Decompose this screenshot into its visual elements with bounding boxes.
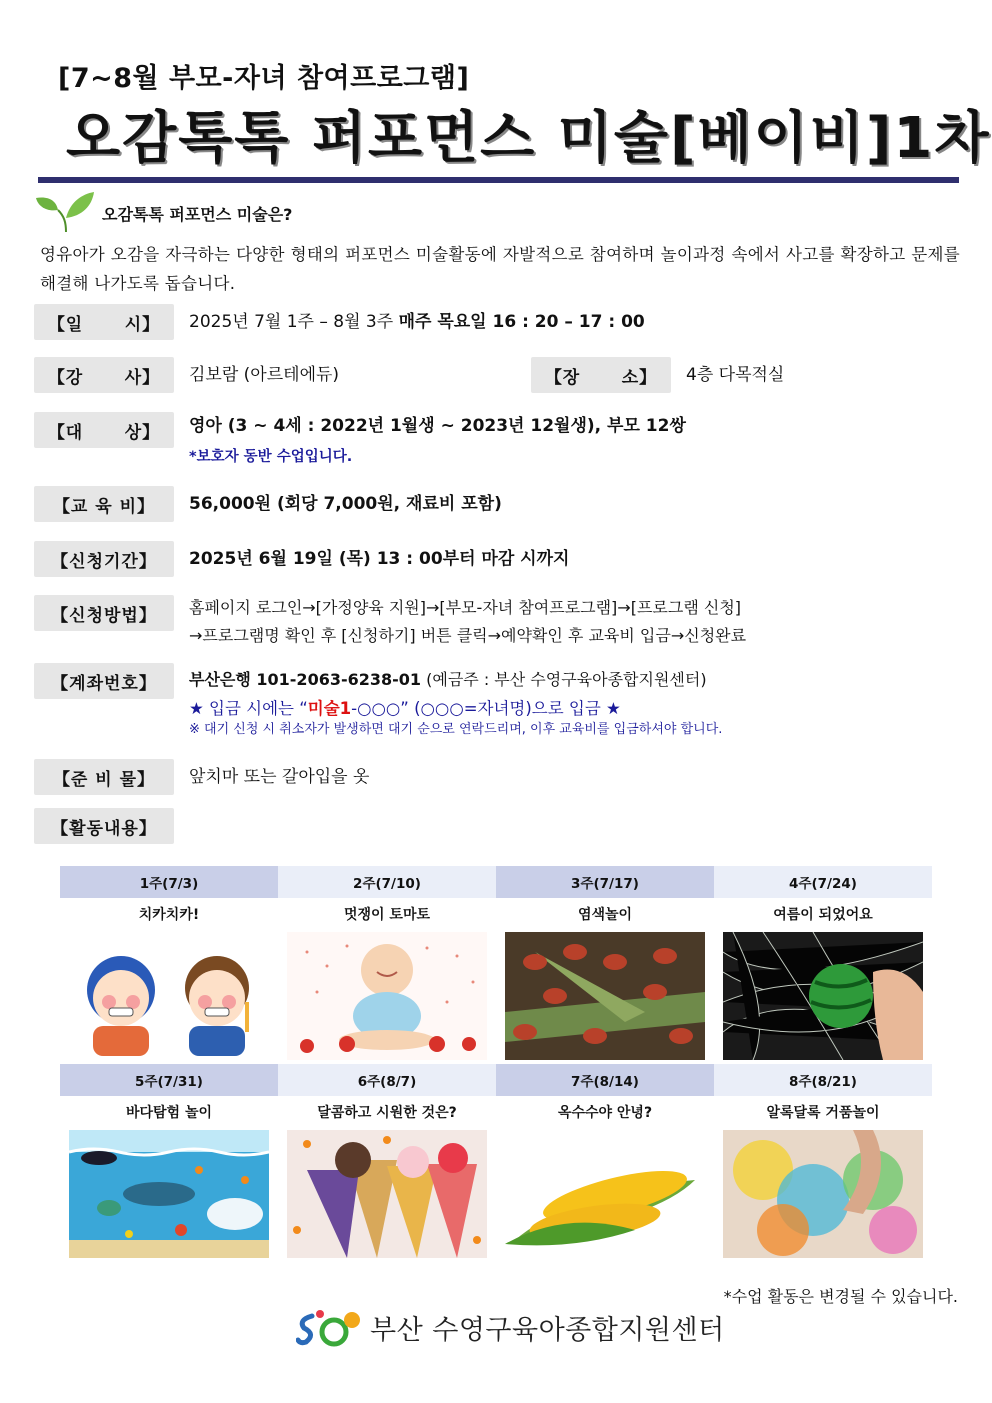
bank-account: 부산은행 101-2063-6238-01: [189, 670, 422, 689]
week-header: 6주(8/7): [278, 1064, 496, 1096]
change-notice: *수업 활동은 변경될 수 있습니다.: [723, 1287, 958, 1306]
ice-cream-cones-image: [287, 1130, 487, 1258]
week-header: 1주(7/3): [60, 866, 278, 898]
program-category: [7~8월 부모-자녀 참여프로그램]: [58, 63, 470, 94]
place-value: 4층 다목적실: [686, 365, 785, 385]
deposit-number: 1: [339, 699, 352, 718]
activity-title: 바다탐험 놀이: [125, 1105, 213, 1121]
date-range: 2025년 7월 1주 – 8월 3주: [189, 312, 399, 332]
sprout-icon: [36, 192, 94, 234]
label-account: 【계좌번호】: [34, 663, 174, 699]
activity-grid-row2: [60, 1064, 932, 1260]
label-activities: 【활동내용】: [34, 808, 174, 844]
method-line2: →프로그램명 확인 후 [신청하기] 버튼 클릭→예약확인 후 교육비 입금→신청완료: [189, 626, 747, 645]
method-line1: 홈페이지 로그인→[가정양육 지원]→[부모-자녀 참여프로그램]→[프로그램 신청]: [189, 598, 742, 617]
footer-org-name: 부산 수영구육아종합지원센터: [370, 1314, 725, 1346]
week-header: 5주(7/31): [60, 1064, 278, 1096]
account-value: [189, 666, 707, 694]
label-place: 【장 소】: [531, 357, 671, 393]
label-prep: 【준 비 물】: [34, 759, 174, 795]
label-fee: 【교 육 비】: [34, 486, 174, 522]
week-header: 8주(8/21): [714, 1064, 932, 1096]
week-header: 7주(8/14): [496, 1064, 714, 1096]
red-seed-pods-image: [505, 932, 705, 1060]
children-brushing-teeth-image: [69, 932, 269, 1060]
activity-title: 염색놀이: [577, 907, 633, 923]
label-teacher: 【강 사】: [34, 357, 174, 393]
activity-grid-row1: [60, 866, 932, 1062]
activity-image: [60, 930, 278, 1062]
label-target: 【대 상】: [34, 412, 174, 448]
activity-title: 알록달록 거품놀이: [766, 1105, 880, 1121]
activity-image: [278, 1128, 496, 1260]
corn-cobs-image: [505, 1130, 705, 1258]
activity-title: 멋쟁이 토마토: [343, 907, 431, 923]
waitlist-note: ※ 대기 신청 시 취소자가 발생하면 대기 순으로 연락드리며, 이후 교육비를 입금하셔야 합니다.: [189, 722, 723, 737]
week-header: 2주(7/10): [278, 866, 496, 898]
label-date: 【일 시】: [34, 304, 174, 340]
intro-heading: 오감톡톡 퍼포먼스 미술은?: [102, 204, 293, 224]
center-logo-icon: [296, 1306, 364, 1348]
page-title: 오감톡톡 퍼포먼스 미술[베이비]1차: [66, 106, 991, 171]
activity-image: [60, 1128, 278, 1260]
intro-heading-row: [36, 192, 292, 234]
baby-with-tomatoes-image: [287, 932, 487, 1060]
watermelon-ball-in-strands-image: [723, 932, 923, 1060]
target-value: 영아 (3 ~ 4세 : 2022년 1월생 ~ 2023년 12월생), 부모 12쌍: [189, 416, 686, 436]
title-divider: [38, 177, 959, 183]
activity-title: 치카치카!: [138, 907, 200, 923]
fee-value: 56,000원 (회당 7,000원, 재료비 포함): [189, 494, 502, 514]
deposit-post: -○○○” (○○○=자녀명)으로 입금 ★: [351, 699, 621, 718]
colorful-foam-play-image: [723, 1130, 923, 1258]
activity-image: [714, 1128, 932, 1260]
teacher-value: 김보람 (아르테에듀): [189, 365, 340, 385]
activity-image: [496, 930, 714, 1062]
deposit-keyword: 미술: [307, 699, 340, 718]
activity-image: [496, 1128, 714, 1260]
intro-description: 영유아가 오감을 자극하는 다양한 형태의 퍼포먼스 미술활동에 자발적으로 참여하며 놀이과정 속에서 사고를 확장하고 문제를 해결해 나가도록 돕습니다.: [40, 245, 960, 293]
label-method: 【신청방법】: [34, 595, 174, 631]
date-value: [189, 308, 645, 336]
account-holder: (예금주 : 부산 수영구육아종합지원센터): [421, 670, 707, 689]
label-period: 【신청기간】: [34, 541, 174, 577]
week-header: 4주(7/24): [714, 866, 932, 898]
activity-title: 옥수수야 안녕?: [557, 1105, 653, 1121]
activity-title: 달콤하고 시원한 것은?: [317, 1105, 457, 1121]
period-value: 2025년 6월 19일 (목) 13 : 00부터 마감 시까지: [189, 549, 570, 569]
target-note: *보호자 동반 수업입니다.: [189, 449, 353, 465]
activity-image: [278, 930, 496, 1062]
deposit-pre: ★ 입금 시에는 “: [189, 699, 308, 718]
activity-image: [714, 930, 932, 1062]
sea-animals-image: [69, 1130, 269, 1258]
date-time: 매주 목요일 16 : 20 – 17 : 00: [398, 312, 645, 332]
week-header: 3주(7/17): [496, 866, 714, 898]
footer-org: [296, 1306, 725, 1348]
activity-title: 여름이 되었어요: [773, 907, 873, 923]
prep-value: 앞치마 또는 갈아입을 옷: [189, 767, 370, 787]
